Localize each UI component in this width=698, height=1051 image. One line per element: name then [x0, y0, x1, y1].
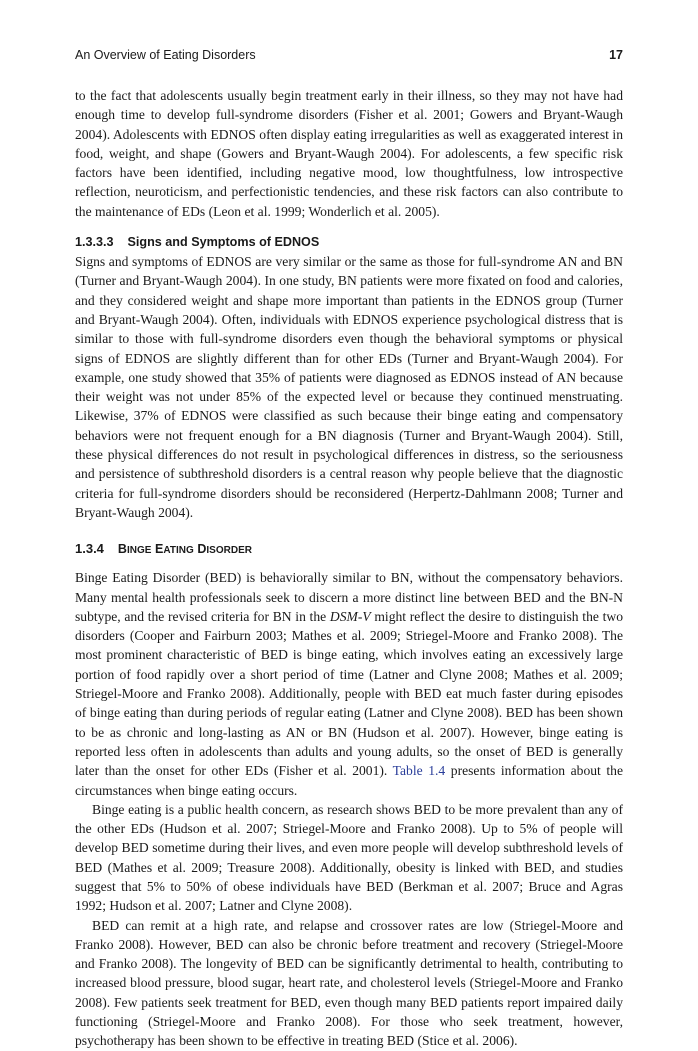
running-header	[75, 48, 623, 66]
section-number: 1.3.4	[75, 541, 104, 557]
book-page	[75, 48, 623, 1051]
subsection-number: 1.3.3.3	[75, 235, 114, 250]
table-link[interactable]: Table 1.4	[392, 763, 446, 779]
text-run: presents information about the circumstances when binge eating occurs.	[75, 763, 624, 798]
text-run: might reflect the desire to distinguish the two disorders (Cooper and Fairburn 2003; Mathes et al. 2009; Striegel-Moore and Franko 2008). The most prominent characteristic of BED is binge eating, which involves eating an excessively large portion of food rapidly over a short period of time (Latner and Clyne 2008; Mathes et al. 2009; Striegel-Moore and Franko 2008). Additionally, people with BED eat much faster during episodes of binge eating than during periods of regular eating (Latner and Clyne 2008). BED has been shown to be as chronic and long-lasting as AN or BN (Hudson et al. 2007). However, binge eating is reported less often in adolescents than adults and young adults, so the onset of BED is generally later than the onset for other EDs (Fisher et al. 2001).	[75, 608, 623, 779]
section-title-part: INGE	[126, 545, 152, 557]
section-heading	[75, 540, 623, 560]
text-run: Binge Eating Disorder (BED) is behaviorally similar to BN, without the compensatory behaviors. Many mental health professionals seek to discern a more distinct line between BED and the BN-N subtype, and the revised criteria for BN in the	[75, 570, 623, 624]
running-title: An Overview of Eating Disorders	[75, 48, 256, 62]
paragraph-bed-remit: BED can remit at a high rate, and relapse and crossover rates are low (Striegel-Moore and Franko 2008). However, BED can also be chronic before treatment and recovery (Striegel-Moore and Franko 2008). The longevity of BED can be significantly detrimental to health, contributing to increased blood pressure, blood sugar, heart rate, and cholesterol levels (Striegel-Moore and Franko 2008). Few patients seek treatment for BED, even though many BED patients report impaired daily functioning (Striegel-Moore and Franko 2008). For those who seek treatment, however, psychotherapy has been shown to be effective in treating BED (Stice et al. 2006).	[75, 917, 623, 1049]
section-title-part: B	[117, 542, 127, 557]
page-number: 17	[609, 48, 623, 62]
paragraph-bed-intro	[75, 568, 623, 800]
subsection-title: Signs and Symptoms of EDNOS	[127, 235, 320, 250]
section-title-part: ATING	[163, 545, 194, 557]
subsection-heading	[75, 233, 623, 251]
dsm-term: DSM-V	[329, 608, 371, 624]
section-title-part: E	[155, 542, 164, 557]
paragraph-ednos-signs: Signs and symptoms of EDNOS are very similar or the same as those for full-syndrome AN and BN (Turner and Bryant-Waugh 2004). In one study, BN patients were more fixated on food and calories, and they considered weight and shape more important than patients in the EDNOS group (Turner and Bryant-Waugh 2004). Often, individuals with EDNOS experience psychological distress that is similar to those with full-syndrome disorders even though the behavioral symptoms or physical signs of EDNOS are slightly different than for other EDs (Turner and Bryant-Waugh 2004). For example, one study showed that 35% of patients were diagnosed as EDNOS instead of AN because their weight was not under 85% of the expected level or because they continued menstruating. Likewise, 37% of EDNOS were classified as such because their binge eating and compensatory behaviors were not frequent enough for a BN diagnosis (Turner and Bryant-Waugh 2004). Still, these physical differences do not result in psychological differences in distress, so the seriousness and persistence of subthreshold disorders is a central reason why people believe that the diagnostic criteria for full-syndrome disorders should be reconsidered (Herpertz-Dahlmann 2008; Turner and Bryant-Waugh 2004).	[75, 254, 623, 520]
paragraph-continued: to the fact that adolescents usually begin treatment early in their illness, so they may not have had enough time to develop full-syndrome disorders (Fisher et al. 2001; Gowers and Bryant-Waugh 2004). Adolescents with EDNOS often display eating irregularities as well as exaggerated interest in food, weight, and shape (Gowers and Bryant-Waugh 2004). For adolescents, a few specific risk factors have been identified, including negative mood, low thoughtfulness, low introspective reflection, neuroticism, and perfectionistic tendencies, and these risk factors can also contribute to the maintenance of EDs (Leon et al. 1999; Wonderlich et al. 2005).	[75, 88, 623, 219]
section-title-part: D	[197, 542, 207, 557]
paragraph-public-health: Binge eating is a public health concern, as research shows BED to be more prevalent than any of the other EDs (Hudson et al. 2007; Striegel-Moore and Franko 2008). Up to 5% of people will develop BED sometime during their lives, and even more people will develop subthreshold levels of BED (Mathes et al. 2009; Treasure 2008). Additionally, obesity is linked with BED, and studies suggest that 5% to 50% of obese individuals have BED (Berkman et al. 2007; Bruce and Agras 1992; Hudson et al. 2007; Latner and Clyne 2008).	[75, 801, 623, 914]
body-text	[75, 86, 623, 1051]
section-title-part: ISORDER	[206, 545, 252, 557]
